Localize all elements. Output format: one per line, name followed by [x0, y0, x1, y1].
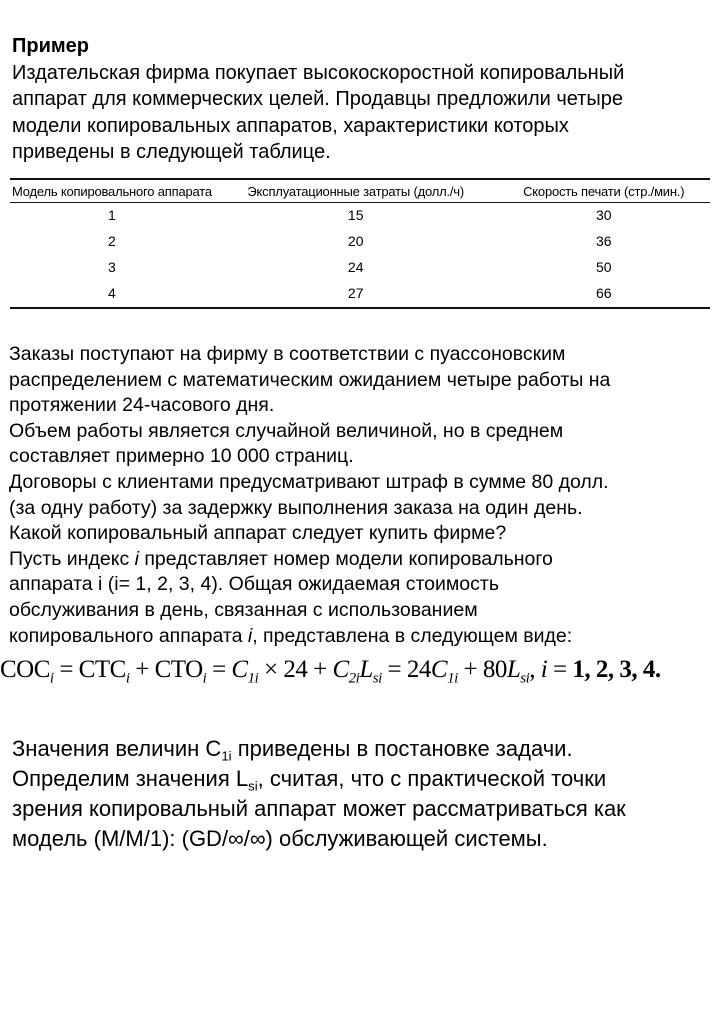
text-line: обслуживания в день, связанная с использованием	[9, 598, 478, 621]
f: ,	[529, 656, 541, 683]
f: i	[202, 670, 207, 687]
text-line: модели копировальных аппаратов, характеристики которых	[12, 114, 569, 137]
cell: 20	[347, 233, 364, 249]
text-line: составляет примерно 10 000 страниц.	[9, 445, 354, 468]
t: , представлена в следующем виде:	[252, 624, 573, 647]
f: C	[231, 656, 248, 683]
f: COC	[0, 656, 50, 683]
text-line: зрения копировальный аппарат может рассматриваться как	[12, 796, 626, 821]
table-row	[10, 203, 710, 230]
table-header	[10, 179, 710, 203]
t: 1i	[221, 748, 232, 764]
example-title: Пример	[12, 35, 90, 57]
text-line: Заказы поступают на фирму в соответствии с пуассоновским	[9, 343, 566, 365]
f: si	[520, 670, 530, 687]
f: = CTC	[53, 656, 126, 683]
f: L	[359, 656, 373, 683]
t: копировального аппарата	[9, 624, 248, 647]
cell: 1	[108, 207, 116, 223]
cell: 36	[595, 233, 612, 249]
f: si	[372, 670, 382, 687]
text-line: (за одну работу) за задержку выполнения заказа на один день.	[9, 496, 583, 519]
t: i	[134, 547, 139, 570]
f: 1, 2, 3, 4.	[572, 656, 661, 683]
f: 2i	[348, 670, 360, 687]
text-line: Договоры с клиентами предусматривают штраф в сумме 80 долл.	[9, 470, 609, 493]
t: представляет номер модели копировального	[138, 547, 553, 570]
conclusion-text	[12, 734, 626, 854]
f: i	[125, 670, 130, 687]
text-line	[9, 547, 610, 573]
text-line	[12, 764, 626, 794]
cell: 15	[347, 207, 364, 223]
text-line: аппарат для коммерческих целей. Продавцы предложили четыре	[12, 88, 624, 110]
cell: 30	[595, 207, 612, 223]
cell: 4	[108, 285, 116, 301]
cost-formula	[0, 656, 661, 687]
text-line: распределением с математическим ожиданием четыре работы на	[9, 368, 611, 391]
f: C	[332, 656, 349, 683]
text-line: Издательская фирма покупает высокоскоростной копировальный	[12, 61, 625, 84]
t: , считая, что с практической точки	[257, 766, 607, 791]
t: приведены в постановке задачи.	[231, 736, 573, 761]
col-cost: Эксплуатационные затраты (долл./ч)	[247, 184, 465, 199]
text-line	[12, 734, 626, 764]
table-row	[10, 229, 710, 255]
text-line: модель (М/М/1): (GD/∞/∞) обслуживающей системы.	[12, 826, 548, 851]
table-row	[10, 255, 710, 281]
f: + CTO	[129, 656, 203, 683]
text-line	[9, 624, 610, 650]
example-block	[12, 33, 624, 166]
f: C	[430, 656, 448, 683]
cell: 3	[108, 259, 116, 275]
cell: 27	[347, 285, 364, 301]
f: i	[540, 656, 548, 683]
text-line: протяжении 24-часового дня.	[9, 394, 275, 417]
f: 1i	[447, 670, 458, 687]
problem-text	[9, 342, 610, 649]
t: Пусть индекс	[9, 547, 135, 570]
f: = 24	[381, 656, 431, 683]
table-row	[10, 281, 710, 308]
cell: 50	[595, 259, 612, 275]
text-line: Объем работы является случайной величиной, но в среднем	[9, 419, 564, 442]
f: L	[506, 656, 521, 683]
f: i	[49, 670, 54, 687]
f: 1i	[247, 670, 259, 687]
f: =	[547, 656, 573, 683]
t: Определим значения L	[12, 766, 249, 791]
f: + 80	[457, 656, 507, 683]
cell: 66	[595, 285, 612, 301]
cell: 2	[108, 233, 116, 249]
text-line: Какой копировальный аппарат следует купить фирме?	[9, 522, 507, 545]
f: × 24 +	[258, 656, 333, 683]
f: =	[206, 656, 232, 683]
cell: 24	[347, 259, 364, 275]
t: si	[248, 778, 258, 794]
col-speed: Скорость печати (стр./мин.)	[523, 184, 685, 199]
col-model: Модель копировального аппарата	[12, 184, 212, 199]
t: i	[247, 624, 253, 647]
t: Значения величин С	[12, 736, 222, 761]
text-line: аппарата i (i= 1, 2, 3, 4). Общая ожидаемая стоимость	[9, 573, 499, 596]
copier-table	[10, 178, 710, 309]
text-line: приведены в следующей таблице.	[12, 141, 331, 163]
